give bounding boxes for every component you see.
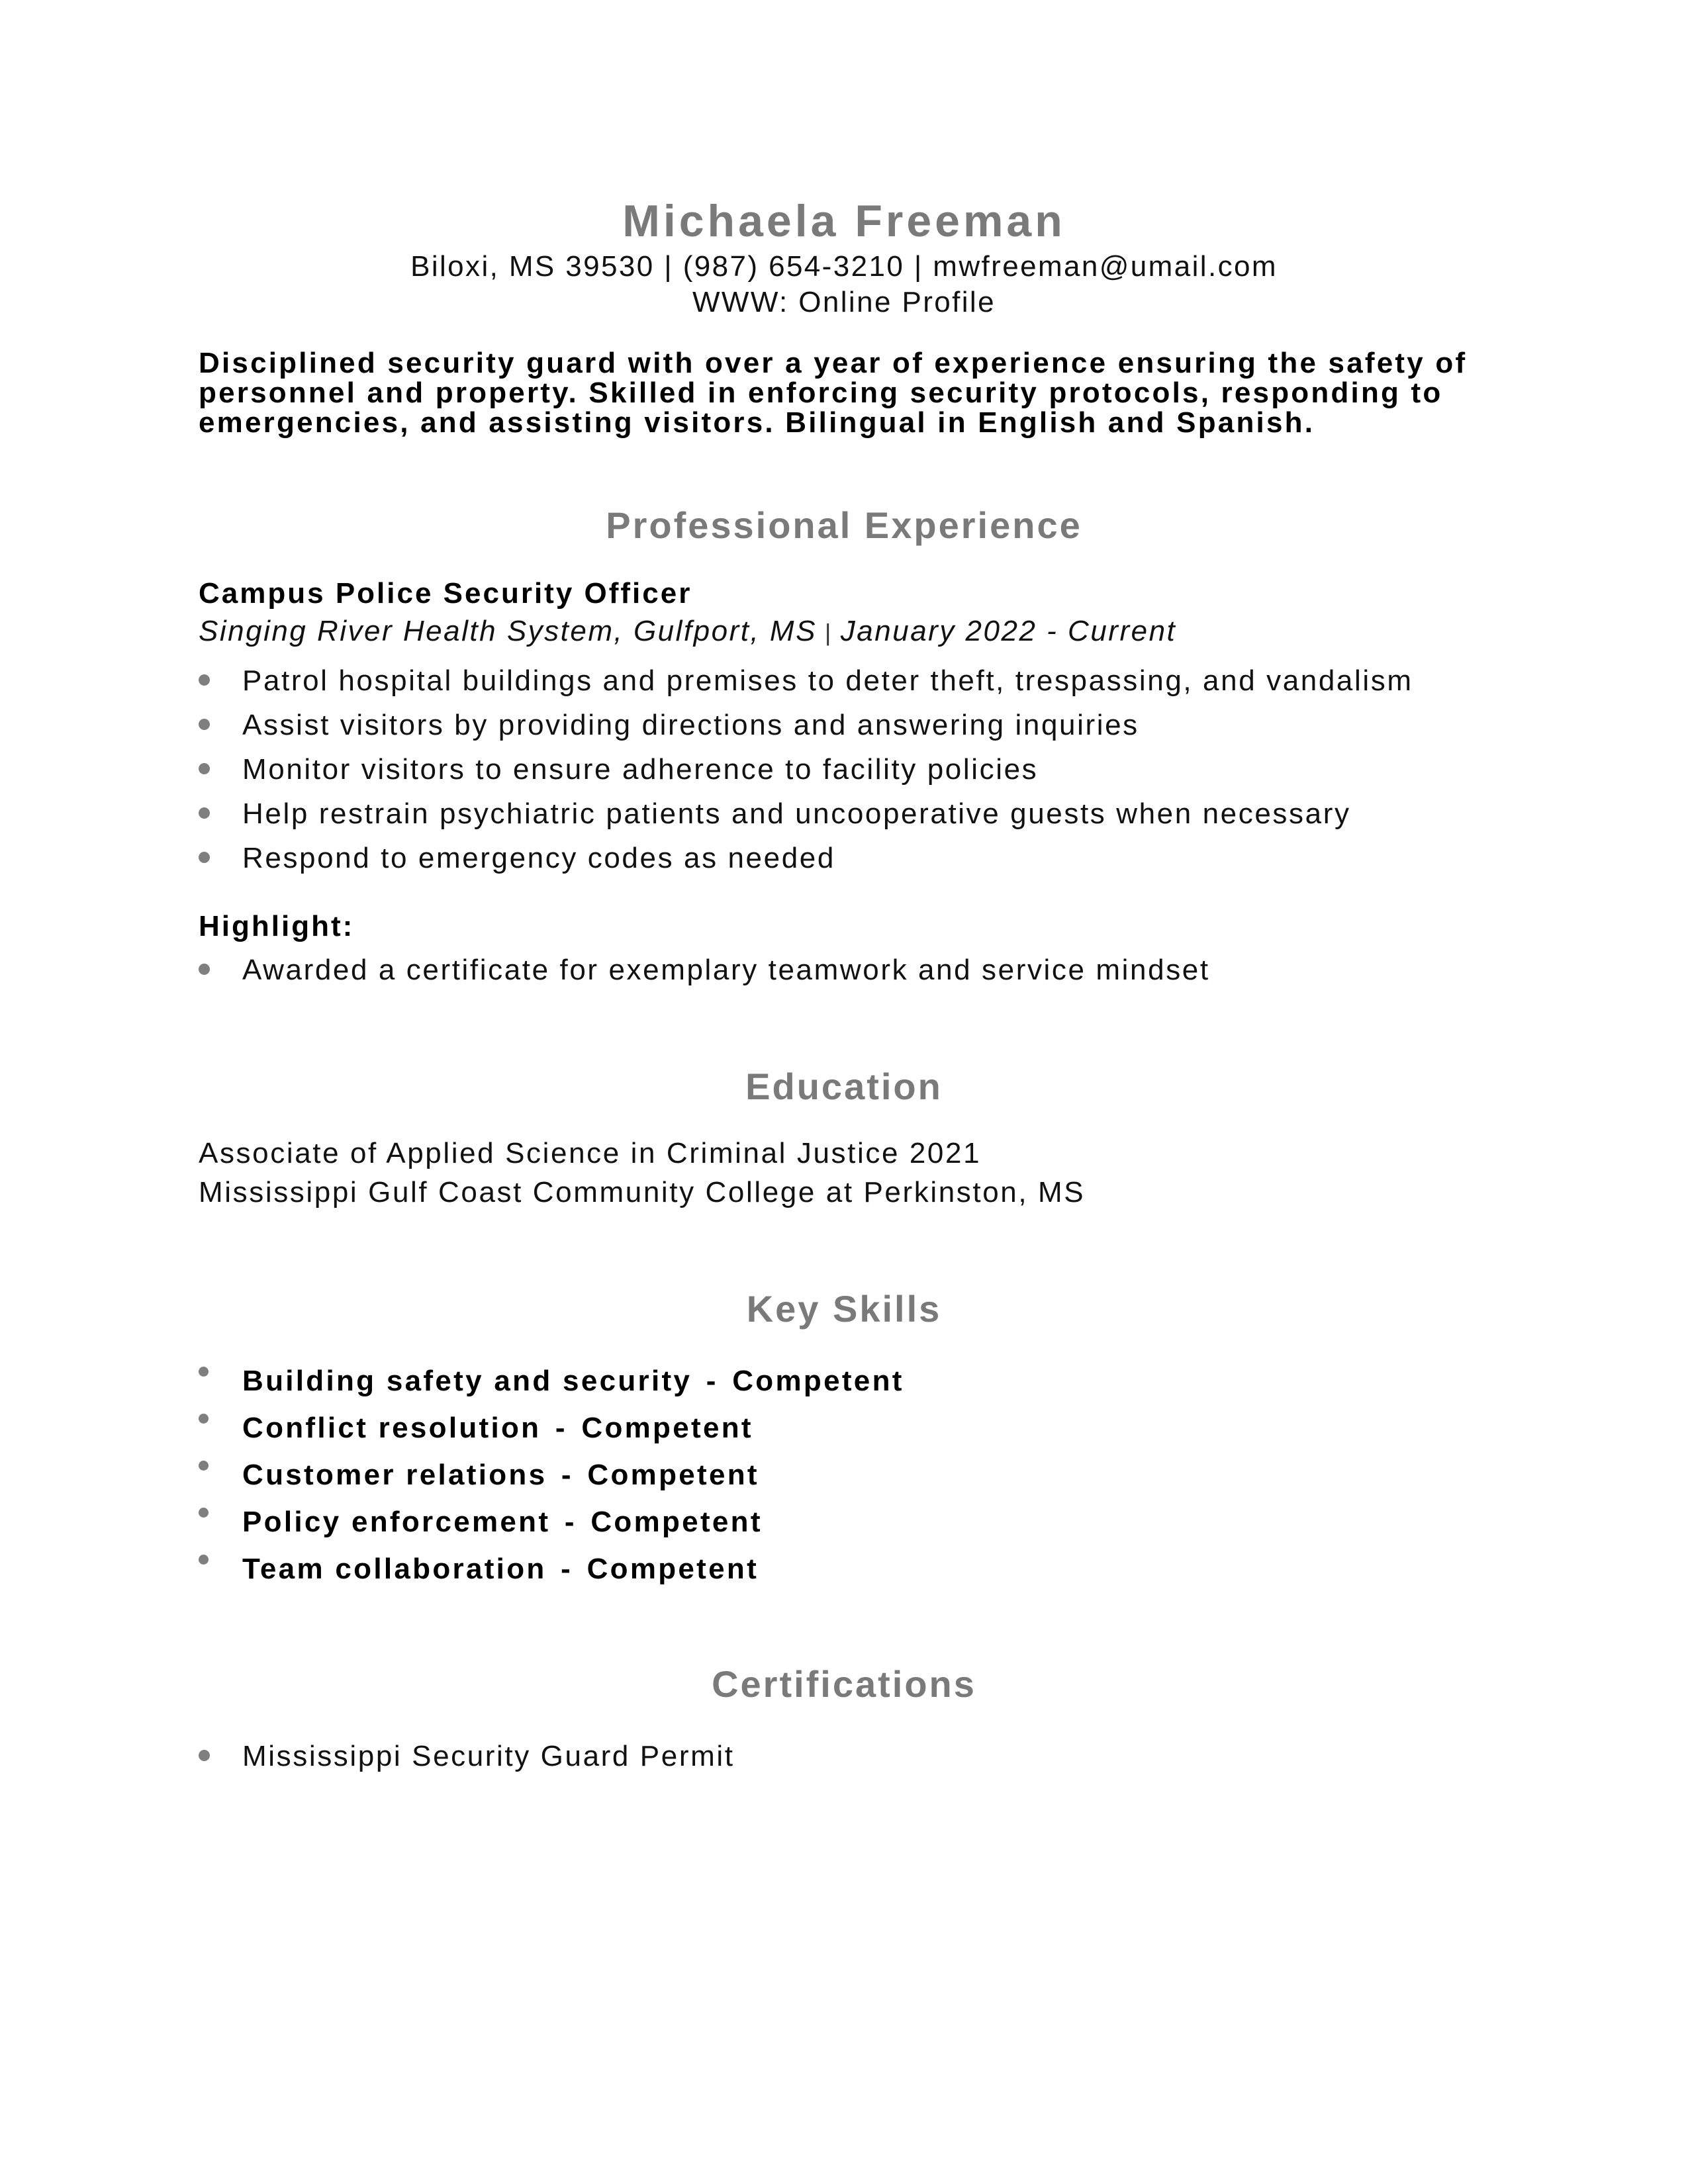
bullet-icon: [199, 964, 210, 975]
bullet-icon: [199, 1414, 209, 1424]
list-item-text: Respond to emergency codes as needed: [242, 842, 835, 874]
skill-item: [199, 1357, 1489, 1404]
list-item: [199, 747, 1489, 792]
job-employer-location: Singing River Health System, Gulfport, MS: [199, 615, 817, 647]
skill-item: [199, 1451, 1489, 1498]
skill-level: Competent: [590, 1506, 763, 1538]
bullet-icon: [199, 763, 210, 774]
list-item-text: Patrol hospital buildings and premises to deter theft, trespassing, and vandalism: [242, 664, 1413, 697]
skill-separator: -: [555, 1412, 567, 1444]
professional-summary: Disciplined security guard with over a year of experience ensuring the safety of personnel and property. Skilled in enforcing security protocols, responding to emergencies, and assisting visitors. Bilingual in English and Spanish.: [199, 347, 1468, 439]
education-school: Mississippi Gulf Coast Community College at Perkinston, MS: [199, 1176, 1086, 1208]
list-item-text: Mississippi Security Guard Permit: [242, 1740, 735, 1772]
bullet-icon: [199, 807, 210, 819]
list-item: [199, 659, 1489, 703]
skill-separator: -: [706, 1365, 718, 1397]
bullet-icon: [199, 1750, 210, 1761]
education-entry: [199, 1134, 1489, 1212]
job-meta: [199, 612, 1489, 652]
list-item: [199, 703, 1489, 747]
bullet-icon: [199, 719, 210, 730]
skill-item: [199, 1545, 1489, 1592]
skill-level: Competent: [586, 1553, 759, 1585]
certifications-list: [199, 1734, 1489, 1778]
skill-separator: -: [561, 1553, 573, 1585]
bullet-icon: [199, 1367, 209, 1377]
skills-list: [199, 1357, 1489, 1592]
list-item: [199, 792, 1489, 836]
candidate-name: Michaela Freeman: [622, 196, 1066, 246]
education-heading: Education: [745, 1066, 943, 1107]
skill-separator: -: [561, 1459, 573, 1491]
job-dates: January 2022 - Current: [840, 615, 1177, 647]
education-degree: Associate of Applied Science in Criminal Justice 2021: [199, 1137, 982, 1169]
highlight-label: Highlight:: [199, 910, 355, 942]
bullet-icon: [199, 1508, 209, 1518]
highlights-list: [199, 948, 1489, 992]
list-item-text: Monitor visitors to ensure adherence to facility policies: [242, 753, 1039, 786]
skill-name: Building safety and security: [242, 1365, 692, 1397]
list-item: [199, 836, 1489, 880]
certifications-heading: Certifications: [712, 1663, 976, 1705]
bullet-icon: [199, 1555, 209, 1565]
skill-level: Competent: [587, 1459, 759, 1491]
skill-item: [199, 1404, 1489, 1451]
job-responsibilities-list: [199, 659, 1489, 880]
skills-heading: Key Skills: [746, 1288, 942, 1330]
job-title: Campus Police Security Officer: [199, 577, 692, 610]
skill-name: Policy enforcement: [242, 1506, 551, 1538]
list-item-text: Help restrain psychiatric patients and uncooperative guests when necessary: [242, 797, 1351, 830]
skill-item: [199, 1498, 1489, 1545]
bullet-icon: [199, 674, 210, 686]
skill-separator: -: [564, 1506, 577, 1538]
list-item-text: Assist visitors by providing directions and answering inquiries: [242, 709, 1139, 741]
experience-heading: Professional Experience: [606, 504, 1082, 546]
online-profile-link[interactable]: WWW: Online Profile: [692, 286, 996, 318]
skill-name: Customer relations: [242, 1459, 547, 1491]
resume-header: [199, 193, 1489, 320]
skill-level: Competent: [581, 1412, 753, 1444]
job-meta-separator: |: [824, 619, 833, 646]
bullet-icon: [199, 1461, 209, 1471]
skill-name: Team collaboration: [242, 1553, 547, 1585]
bullet-icon: [199, 852, 210, 863]
contact-info: Biloxi, MS 39530 | (987) 654-3210 | mwfreeman@umail.com: [410, 250, 1278, 283]
list-item-text: Awarded a certificate for exemplary teamwork and service mindset: [242, 954, 1210, 986]
skill-level: Competent: [732, 1365, 904, 1397]
list-item: [199, 948, 1489, 992]
skill-name: Conflict resolution: [242, 1412, 541, 1444]
list-item: [199, 1734, 1489, 1778]
